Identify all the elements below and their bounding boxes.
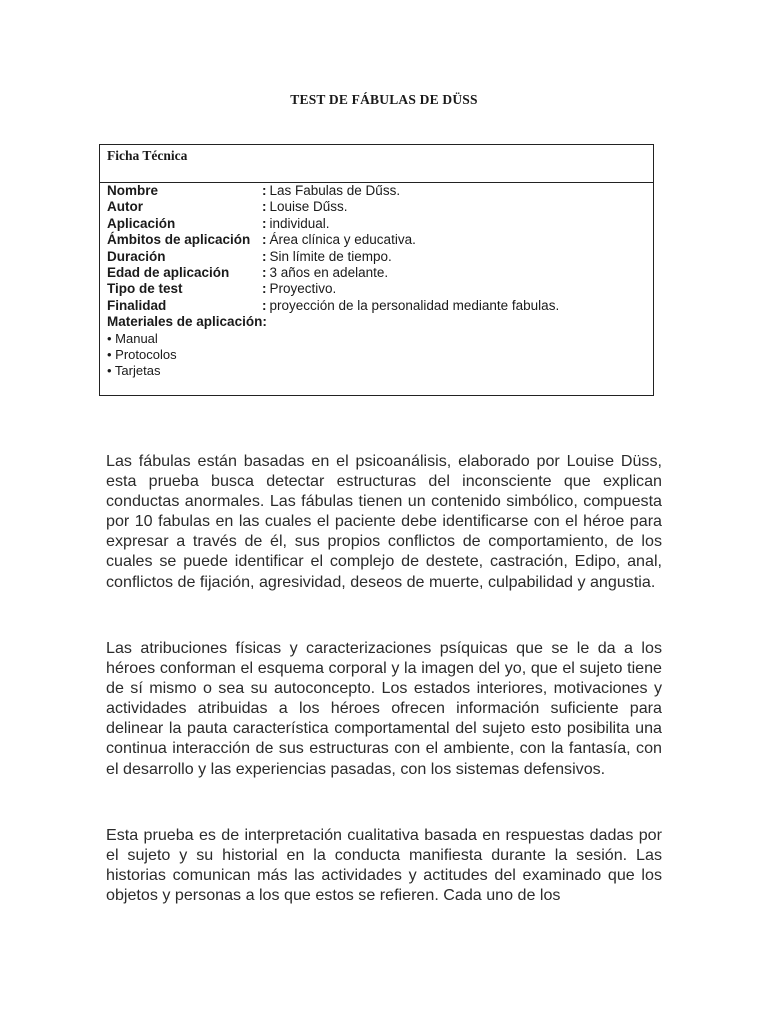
ficha-value: individual. (269, 215, 330, 231)
ficha-separator: : (262, 215, 267, 231)
material-item-manual: • Manual (107, 330, 158, 346)
ficha-row-ambitos (107, 232, 653, 248)
material-item-tarjetas: • Tarjetas (107, 363, 161, 379)
ficha-label: Autor (107, 199, 143, 215)
ficha-value: 3 años en adelante. (269, 265, 389, 281)
body-paragraph-3: Esta prueba es de interpretación cualitativa basada en respuestas dadas por el sujeto y su historial en la conducta manifiesta durante la sesión. Las historias comunican más las actividades y actitudes del examinado que los objetos y personas a los que estos se refieren. Cada uno de los (106, 826, 662, 905)
ficha-row-finalidad (107, 298, 653, 314)
ficha-tecnica-header: Ficha Técnica (100, 145, 653, 183)
ficha-value: Área clínica y educativa. (269, 232, 416, 248)
ficha-row-edad (107, 265, 653, 281)
body-paragraph-2: Las atribuciones físicas y caracterizaciones psíquicas que se le da a los héroes conforman el esquema corporal y la imagen del yo, que el sujeto tiene de sí mismo o sea su autoconcepto. Los estados interiores, motivaciones y actividades atribuidas a los héroes ofrecen información suficiente para delinear la pauta característica comportamental del sujeto esto posibilita una continua interacción de sus estructuras con el ambiente, con la fantasía, con el desarrollo y las experiencias pasadas, con los sistemas defensivos. (106, 639, 662, 778)
ficha-separator: : (262, 199, 267, 215)
ficha-separator: : (262, 232, 267, 248)
ficha-value: Louise Dűss. (269, 199, 348, 215)
ficha-separator: : (262, 281, 267, 297)
ficha-label: Aplicación (107, 215, 176, 231)
ficha-tecnica-body (100, 183, 653, 380)
ficha-row-tipo (107, 281, 653, 297)
ficha-label: Nombre (107, 183, 159, 198)
ficha-row-autor (107, 199, 653, 215)
ficha-value: Sin límite de tiempo. (269, 248, 392, 264)
material-item-protocolos: • Protocolos (107, 347, 177, 363)
ficha-separator: : (262, 265, 267, 281)
ficha-label: Duración (107, 248, 166, 264)
ficha-tecnica-table (99, 144, 654, 396)
body-paragraph-1: Las fábulas están basadas en el psicoanálisis, elaborado por Louise Düss, esta prueba busca detectar estructuras del inconsciente que explican conductas anormales. Las fábulas tienen un contenido simbólico, compuesta por 10 fabulas en las cuales el paciente debe identificarse con el héroe para expresar a través de él, sus propios conflictos de comportamiento, de los cuales se puede identificar el complejo de destete, castración, Edipo, anal, conflictos de fijación, agresividad, deseos de muerte, culpabilidad y angustia. (106, 452, 662, 591)
ficha-label: Tipo de test (107, 281, 183, 297)
materials-title: Materiales de aplicación: (107, 314, 267, 330)
ficha-label: Edad de aplicación (107, 265, 230, 281)
ficha-value: proyección de la personalidad mediante fabulas. (269, 297, 560, 313)
ficha-row-aplicacion (107, 216, 653, 232)
ficha-value: Las Fabulas de Dűss. (269, 183, 401, 198)
ficha-value: Proyectivo. (269, 281, 337, 297)
ficha-separator: : (262, 183, 267, 198)
ficha-row-duracion (107, 249, 653, 265)
ficha-label: Finalidad (107, 297, 167, 313)
ficha-label: Ámbitos de aplicación (107, 232, 251, 248)
ficha-row-nombre (107, 183, 653, 199)
document-title: TEST DE FÁBULAS DE DÜSS (290, 92, 478, 107)
ficha-separator: : (262, 297, 267, 313)
ficha-separator: : (262, 248, 267, 264)
